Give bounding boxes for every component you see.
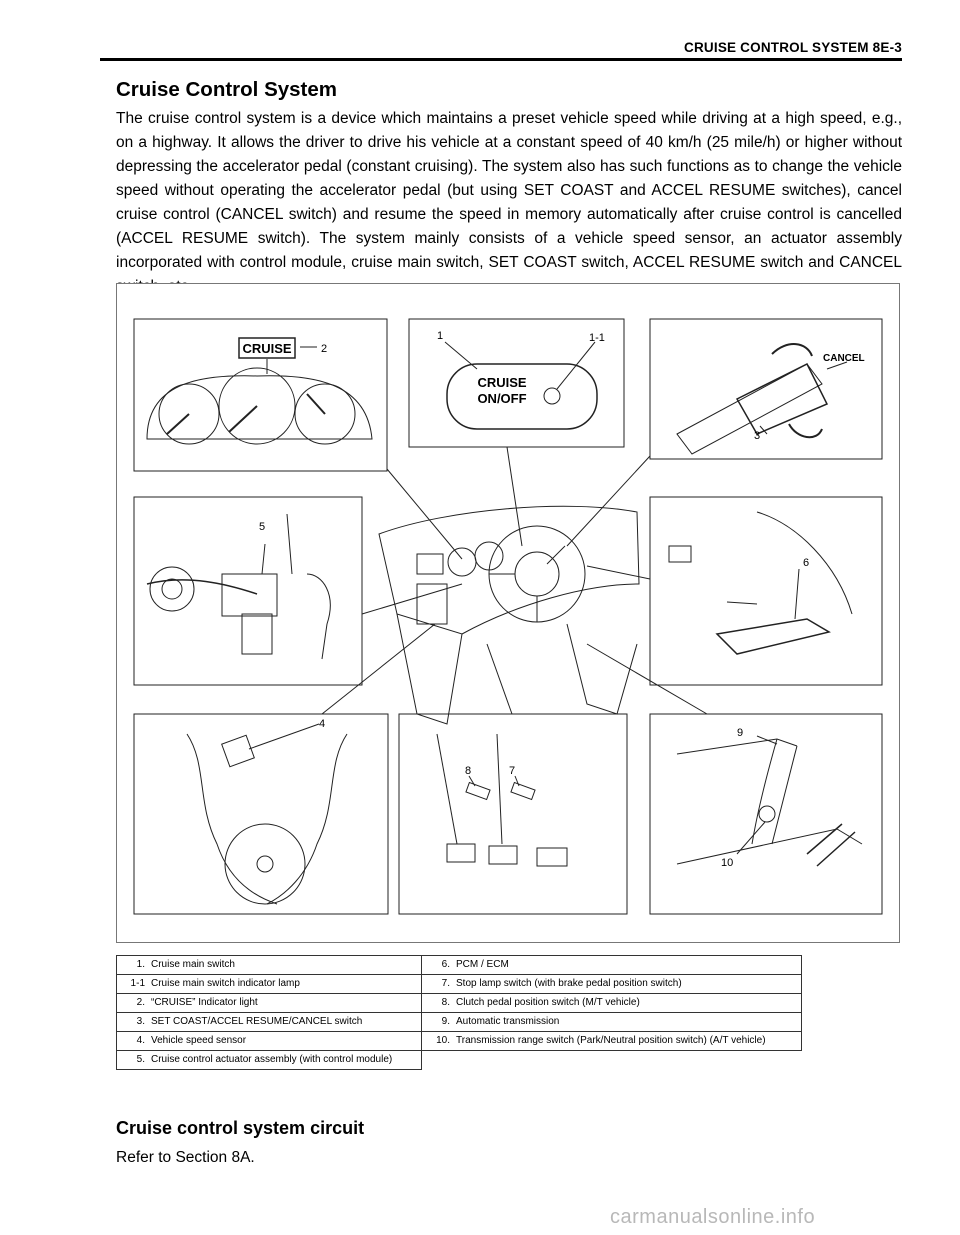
legend-right-cell bbox=[422, 956, 802, 975]
legend-text: Automatic transmission bbox=[456, 1016, 560, 1027]
callout-1: 1 bbox=[437, 330, 444, 342]
component-location-figure bbox=[116, 283, 900, 943]
legend-left-cell bbox=[117, 975, 422, 994]
legend-empty-cell bbox=[422, 1051, 802, 1070]
legend-row bbox=[117, 1051, 802, 1070]
legend-left-cell bbox=[117, 1051, 422, 1070]
legend-number: 3. bbox=[136, 1016, 145, 1027]
legend-text: Clutch pedal position switch (M/T vehicle) bbox=[456, 997, 640, 1008]
component-illustration bbox=[117, 284, 901, 944]
callout-5: 5 bbox=[259, 521, 266, 533]
legend-number: 2. bbox=[136, 997, 145, 1008]
legend-left-cell bbox=[117, 994, 422, 1013]
legend-number: 1. bbox=[136, 959, 145, 970]
legend-left-cell bbox=[117, 956, 422, 975]
panel-pedals bbox=[399, 714, 627, 914]
legend-row bbox=[117, 956, 802, 975]
legend-right-cell bbox=[422, 1013, 802, 1032]
legend-text: “CRUISE” Indicator light bbox=[151, 997, 258, 1008]
callout-1-1: 1-1 bbox=[589, 332, 605, 344]
switch-label-line1: CRUISE bbox=[477, 375, 527, 390]
actuator-drawing bbox=[147, 514, 330, 659]
switch-label-line2: ON/OFF bbox=[477, 391, 527, 406]
legend-row bbox=[117, 994, 802, 1013]
circuit-title: Cruise control system circuit bbox=[116, 1118, 365, 1138]
legend-right-cell bbox=[422, 994, 802, 1013]
transmission-drawing bbox=[677, 736, 862, 866]
legend-number: 1-1 bbox=[130, 978, 145, 989]
legend-left-cell bbox=[117, 1032, 422, 1051]
callout-2: 2 bbox=[321, 343, 328, 355]
main-switch-drawing bbox=[445, 342, 597, 429]
watermark: carmanualsonline.info bbox=[610, 1206, 816, 1228]
callout-7: 7 bbox=[509, 765, 516, 777]
intro-paragraph: The cruise control system is a device which maintains a preset vehicle speed while driving at a high speed, e.g., on a highway. It allows the driver to drive his vehicle at a constant speed of 40 km/h (25 mile/h) or higher without depressing the accelerator pedal (constant cruising). The system also has such functions as to change the vehicle speed without operating the accelerator pedal (but using SET COAST and ACCEL RESUME switches), cancel cruise control (CANCEL switch) and resume the speed in memory automatically after cruise control is cancelled (ACCEL RESUME switch). The system mainly consists of a vehicle speed sensor, an actuator assembly incorporated with control module, cruise main switch, SET COAST switch, ACCEL RESUME switch and CANCEL bbox=[116, 110, 902, 271]
legend-row bbox=[117, 1032, 802, 1051]
legend-number: 7. bbox=[441, 978, 450, 989]
panel-transmission bbox=[650, 714, 882, 914]
panel-speed-sensor bbox=[134, 714, 388, 914]
legend-number: 5. bbox=[136, 1054, 145, 1065]
callout-6: 6 bbox=[803, 557, 810, 569]
legend-number: 4. bbox=[136, 1035, 145, 1046]
panel-stalk-switch bbox=[650, 319, 882, 459]
legend-text: Stop lamp switch (with brake pedal position switch) bbox=[456, 978, 682, 989]
legend-text: Cruise main switch bbox=[151, 959, 235, 970]
callout-8: 8 bbox=[465, 765, 472, 777]
section-title: Cruise Control System bbox=[116, 78, 337, 101]
legend-number: 8. bbox=[441, 997, 450, 1008]
panel-ecm bbox=[650, 497, 882, 685]
callout-4: 4 bbox=[319, 718, 326, 730]
cancel-label: CANCEL bbox=[823, 353, 865, 364]
callout-10: 10 bbox=[721, 857, 734, 869]
circuit-reference: Refer to Section 8A. bbox=[116, 1149, 255, 1166]
legend-right-cell bbox=[422, 975, 802, 994]
callout-9: 9 bbox=[737, 727, 744, 739]
legend-text: Vehicle speed sensor bbox=[151, 1035, 247, 1046]
callout-3: 3 bbox=[754, 430, 761, 442]
cruise-indicator-text: CRUISE bbox=[242, 341, 292, 356]
parts-legend-table bbox=[116, 955, 802, 1070]
legend-row bbox=[117, 975, 802, 994]
legend-text: Cruise control actuator assembly (with control module) bbox=[151, 1054, 393, 1065]
legend-number: 10. bbox=[436, 1035, 450, 1046]
legend-text: SET COAST/ACCEL RESUME/CANCEL switch bbox=[151, 1016, 363, 1027]
legend-text: Cruise main switch indicator lamp bbox=[151, 978, 300, 989]
stalk-switch-drawing bbox=[677, 344, 847, 454]
instrument-cluster-drawing bbox=[147, 338, 372, 444]
speed-sensor-drawing bbox=[187, 724, 347, 904]
legend-row bbox=[117, 1013, 802, 1032]
page-header: CRUISE CONTROL SYSTEM 8E-3 bbox=[684, 40, 902, 55]
legend-number: 9. bbox=[441, 1016, 450, 1027]
header-rule bbox=[100, 58, 902, 61]
ecm-drawing bbox=[669, 512, 852, 654]
dashboard-drawing bbox=[379, 506, 639, 724]
pedals-drawing bbox=[437, 734, 567, 866]
leader-lines bbox=[322, 447, 707, 714]
legend-number: 6. bbox=[441, 959, 450, 970]
legend-text: PCM / ECM bbox=[456, 959, 509, 970]
legend-left-cell bbox=[117, 1013, 422, 1032]
legend-right-cell bbox=[422, 1032, 802, 1051]
legend-text: Transmission range switch (Park/Neutral position switch) (A/T vehicle) bbox=[456, 1035, 766, 1046]
